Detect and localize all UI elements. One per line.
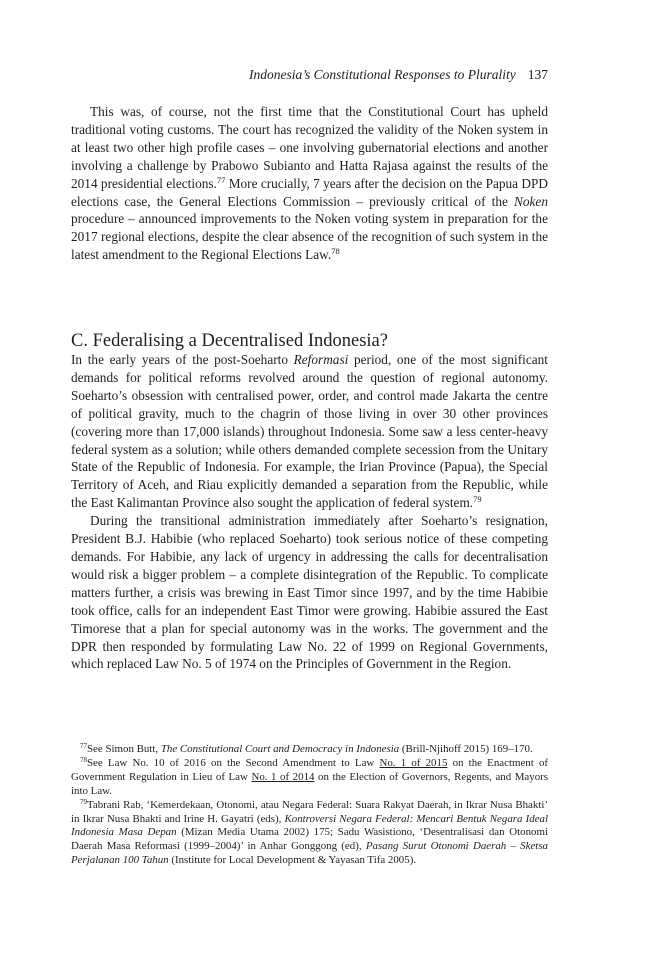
footnotes: [71, 743, 548, 868]
section-heading: C. Federalising a Decentralised Indonesia?: [71, 331, 388, 352]
paragraph-noken: [71, 103, 548, 264]
paragraph-text: procedure – announced improvements to the Noken voting system in preparation for the 2017 regional elections, despite the clear absence of the recognition of such system in the latest amendment to the Regional Elections Law.: [71, 211, 548, 263]
body-section-2: [71, 351, 548, 673]
body-section-1: [71, 103, 548, 264]
paragraph-reformasi: [71, 351, 548, 512]
footnote-title: Kontroversi Negara Federal: Mencari Bentuk Negara Ideal Indonesia Masa Depan: [71, 812, 549, 839]
footnote-title: The Constitutional Court and Democracy in Indonesia: [160, 743, 400, 755]
footnote-text: (Institute for Local Development & Yayasan Tifa 2005).: [168, 854, 417, 867]
footnote-text: See Law No. 10 of 2016 on the Second Amendment to Law: [87, 756, 380, 769]
paragraph-habibie: During the transitional administration immediately after Soeharto’s resignation, President B.J. Habibie (who replaced Soeharto) took serious notice of these competing demands. For Habibie, any lack of urgency in addressing the calls for decentralisation would risk a bigger problem – a complete disintegration of the Republic. To complicate matters further, a crisis was brewing in East Timor since 1997, and by the time Habibie took office, calls for an independent East Timor were growing. Habibie assured the East Timorese that a plan for special autonomy was in the works. The government and the DPR then responded by formulating Law No. 22 of 1999 on Regional Governments, which replaced Law No. 5 of 1974 on the Principles of Government in the Region.: [71, 513, 548, 672]
paragraph-text: More crucially, 7 years after the decision on the Papua DPD elections case, the General Elections Commission – previously critical of the: [71, 175, 549, 209]
footnote-title: Pasang Surut Otonomi Daerah – Sketsa Perjalanan 100 Tahun: [71, 840, 548, 867]
italic-term: Reformasi: [293, 352, 349, 367]
footnote-text: Tabrani Rab, ‘Kemerdekaan, Otonomi, atau Negara Federal: Suara Rakyat Daerah, in Ikrar Nusa Bhakti’ in Ikrar Nusa Bhakti and Irine H. Gayatri (eds),: [71, 798, 548, 825]
paragraph-text: period, one of the most significant demands for political reforms revolved around the question of regional autonomy. Soeharto’s obsession with centralised power, order, and control made Jakarta the centre of political gravity, much to the chagrin of those living in over 30 other provinces (covering more than 17,000 islands) throughout Indonesia. Some saw a less center-heavy federal system as a solution; while others demanded complete secession from the Unitary State of the Republic of Indonesia. For example, the Irian Province (Papua), the Special Territory of Aceh, and Riau explicitly demanded a separation from the Republic, while the East Kalimantan Province also sought the application of federal system.: [71, 352, 549, 511]
footnote-79: [71, 799, 548, 869]
law-link[interactable]: No. 1 of 2015: [379, 756, 448, 769]
page-number: 137: [527, 67, 548, 82]
footnote-text: (Brill-Njihoff 2015) 169–170.: [399, 743, 533, 755]
law-link[interactable]: No. 1 of 2014: [251, 770, 315, 783]
paragraph-text: In the early years of the post-Soeharto: [71, 352, 294, 367]
footnote-78: [71, 757, 548, 799]
footnote-number: 78: [80, 755, 87, 764]
footnote-number: 77: [80, 742, 87, 750]
footnote-text: (Mizan Media Utama 2002) 175; Sadu Wasistiono, ‘Desentralisasi dan Otonomi Daerah Masa Reformasi (1999–2004)’ in Anhar Gonggong (ed),: [71, 826, 548, 853]
footnote-text: See Simon Butt,: [87, 743, 161, 755]
footnote-text: on the Election of Governors, Regents, and Mayors into Law.: [71, 770, 549, 797]
footnote-text: on the Enactment of Government Regulation in Lieu of Law: [71, 756, 549, 783]
footnote-77: [71, 743, 548, 757]
footnote-ref-77[interactable]: 77: [216, 174, 226, 185]
italic-term: Noken: [514, 193, 548, 209]
footnote-ref-79[interactable]: 79: [473, 494, 482, 505]
running-head-title: Indonesia’s Constitutional Responses to Plurality: [248, 67, 516, 82]
paragraph-text: This was, of course, not the first time that the Constitutional Court has upheld traditional voting customs. The court has recognized the validity of the Noken system in at least two other high profile cases – one involving gubernatorial elections and another involving a challenge by Prabowo Subianto and Hatta Rajasa against the results of the 2014 presidential elections.: [71, 104, 548, 191]
footnote-number: 79: [80, 797, 87, 806]
footnote-ref-78[interactable]: 78: [331, 246, 340, 257]
running-head: [71, 66, 548, 84]
